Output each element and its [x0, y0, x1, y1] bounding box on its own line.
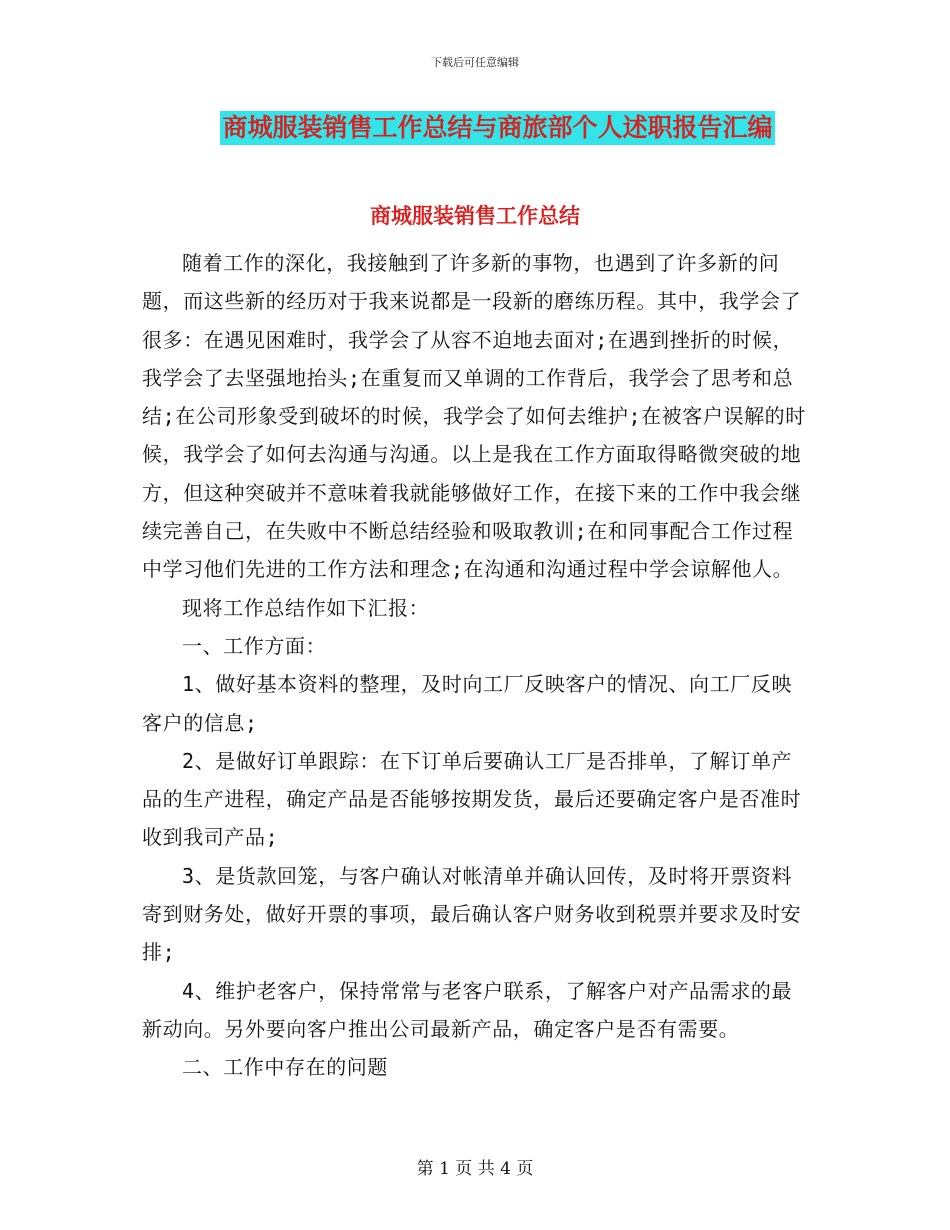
- page-number-footer: 第 1 页 共 4 页: [416, 1159, 534, 1179]
- main-title-container: [0, 111, 950, 145]
- paragraph-report-lead: 现将工作总结作如下汇报：: [182, 595, 430, 620]
- paragraph-intro: 随着工作的深化，我接触到了许多新的事物，也遇到了许多新的问题，而这些新的经历对于我来说都是一段新的磨练历程。其中，我学会了很多：在遇见困难时，我学会了从容不迫地去面对;在遇到挫折的时候，我学会了去坚强地抬头;在重复而又单调的工作背后，我学会了思考和总结;在公司形象受到破坏的时候，我学会了如何去维护;在被客户误解的时候，我学会了如何去沟通与沟通。以上是我在工作方面取得略微突破的地方，但这种突破并不意味着我就能够做好工作，在接下来的工作中我会继续完善自己，在失败中不断总结经验和吸取教训;在和同事配合工作过程中学习他们先进的工作方法和理念;在沟通和沟通过程中学会谅解他人。: [142, 251, 806, 582]
- heading-problems: 二、工作中存在的问题: [182, 1055, 388, 1080]
- main-title: 商城服装销售工作总结与商旅部个人述职报告汇编: [220, 111, 774, 145]
- list-item-2: 2、是做好订单跟踪：在下订单后要确认工厂是否排单，了解订单产品的生产进程，确定产品是否能够按期发货，最后还要确定客户是否准时收到我司产品;: [142, 748, 802, 850]
- heading-work-aspects: 一、工作方面：: [182, 633, 327, 658]
- list-item-3: 3、是货款回笼，与客户确认对帐清单并确认回传，及时将开票资料寄到财务处，做好开票的事项，最后确认客户财务收到税票并要求及时安排;: [142, 863, 802, 965]
- list-item-4: 4、维护老客户，保持常常与老客户联系，了解客户对产品需求的最新动向。另外要向客户推出公司最新产品，确定客户是否有需要。: [142, 978, 793, 1041]
- document-body: [142, 244, 806, 1087]
- section-title: 商城服装销售工作总结: [370, 204, 580, 228]
- list-item-1: 1、做好基本资料的整理，及时向工厂反映客户的情况、向工厂反映客户的信息;: [142, 672, 793, 735]
- page-header-note: 下载后可任意编辑: [431, 56, 519, 69]
